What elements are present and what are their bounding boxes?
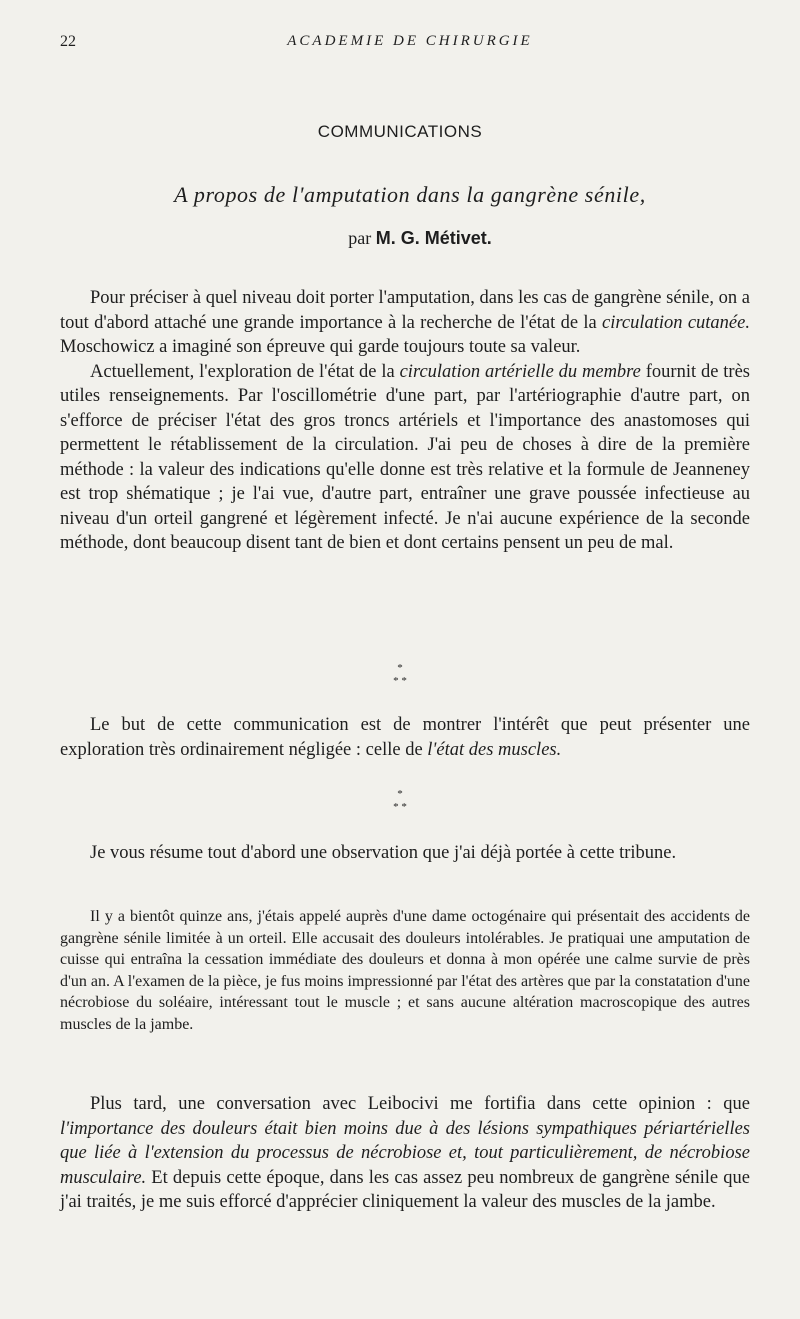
article-title: A propos de l'amputation dans la gangrène sénile,	[174, 182, 646, 207]
intro-paragraphs	[60, 286, 750, 556]
paragraph-4: Je vous résume tout d'abord une observation que j'ai déjà portée à cette tribune.	[90, 843, 677, 863]
byline-prefix: par	[348, 228, 372, 248]
separator-star-top: *	[397, 788, 403, 800]
journal-title: ACADEMIE DE CHIRURGIE	[287, 33, 533, 49]
paragraph-5-case-observation: Il y a bientôt quinze ans, j'étais appelé auprès d'une dame octogénaire qui présentait des accidents de gangrène sénile limitée à un orteil. Elle accusait des douleurs intolérables. Je pratiquai une amputation de cuisse qui entraîna la cessation immédiate des douleurs et donna à mon opérée une calme survie de près d'un an. A l'examen de la pièce, je fus moins impressionné par l'état des artères que par la constatation d'une nécrobiose du soléaire, intéressant tout le muscle ; et sans aucune altération macroscopique des autres muscles de la jambe.	[60, 908, 750, 1033]
section-separator-2	[0, 788, 800, 814]
paragraph-6-block	[60, 1092, 750, 1215]
separator-star-top: *	[397, 662, 403, 674]
page-number: 22	[60, 33, 76, 50]
separator-stars-bottom: * *	[393, 675, 407, 687]
paragraph-3: Le but de cette communication est de montrer l'intérêt que peut présenter une exploration très ordinairement négligée : celle de l'état des muscles.	[60, 715, 750, 760]
separator-stars-bottom: * *	[393, 801, 407, 813]
case-observation-block	[60, 906, 750, 1036]
paragraph-3-block	[60, 713, 750, 762]
author-name: M. G. Métivet.	[375, 228, 492, 248]
paragraph-2: Actuellement, l'exploration de l'état de la circulation artérielle du membre fournit de très utiles renseignements. Par l'oscillométrie d'une part, par l'artériographie d'autre part, on s'efforce de préciser l'état des gros troncs artériels et l'importance des anastomoses qui permettent le rétablissement de la circulation. J'ai peu de choses à dire de la première méthode : la valeur des indications qu'elle donne est très relative et la formule de Jeanneney est trop shématique ; je l'ai vue, d'autre part, entraîner une grave poussée infectieuse au niveau d'un orteil gangrené et légèrement infecté. Je n'ai aucune expérience de la seconde méthode, dont beaucoup disent tant de bien et dont certains pensent un peu de mal.	[60, 361, 750, 553]
paragraph-6: Plus tard, une conversation avec Leibocivi me fortifia dans cette opinion : que l'importance des douleurs était bien moins due à des lésions sympathiques périartérielles que liée à l'extension du processus de nécrobiose et, tout particulièrement, de nécrobiose musculaire. Et depuis cette époque, dans les cas assez peu nombreux de gangrène sénile que j'ai traités, je me suis efforcé d'apprécier cliniquement la valeur des muscles de la jambe.	[60, 1094, 750, 1212]
paragraph-4-block	[60, 841, 750, 866]
byline	[0, 228, 800, 249]
section-title: COMMUNICATIONS	[317, 122, 483, 141]
section-separator	[0, 662, 800, 688]
paragraph-1: Pour préciser à quel niveau doit porter l'amputation, dans les cas de gangrène sénile, on a tout d'abord attaché une grande importance à la recherche de l'état de la circulation cutanée. Moschowicz a imaginé son épreuve qui garde toujours toute sa valeur.	[60, 288, 750, 357]
running-head	[60, 33, 760, 53]
